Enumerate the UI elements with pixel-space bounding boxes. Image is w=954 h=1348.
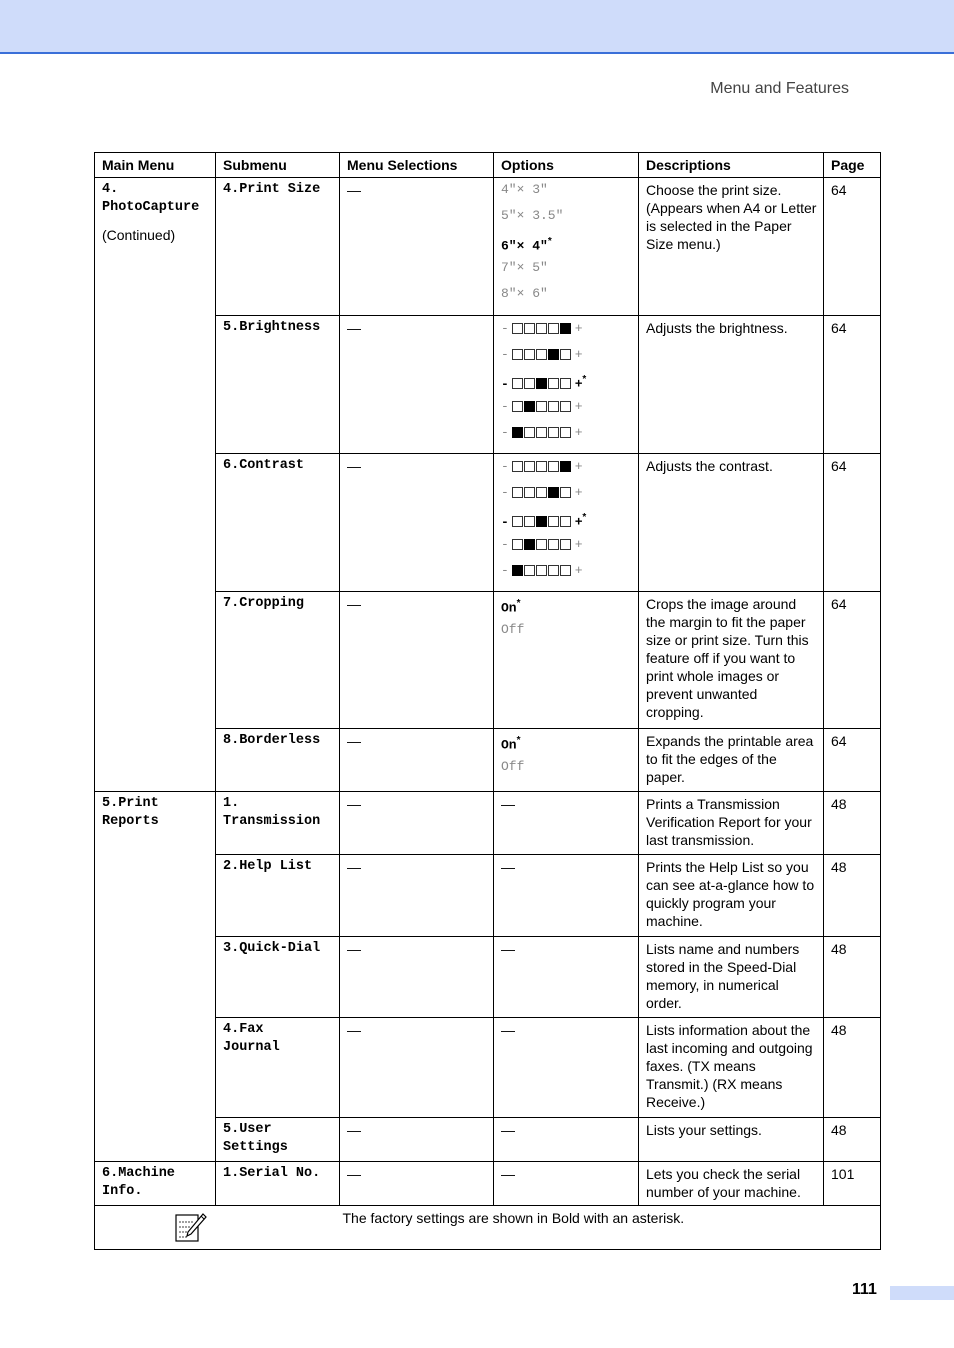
level-box: [560, 516, 571, 527]
option-item: [501, 285, 632, 311]
plus-label: +: [574, 375, 583, 391]
level-indicator: [512, 322, 572, 340]
level-box: [548, 516, 559, 527]
page-cell: 64: [824, 178, 881, 316]
options-cell: —: [494, 792, 639, 855]
level-option: [501, 345, 632, 371]
main-menu-label: 5.Print Reports: [102, 796, 159, 829]
minus-label: -: [501, 347, 509, 362]
level-indicator: [512, 486, 572, 504]
minus-label: -: [501, 425, 509, 440]
section-title: Menu and Features: [710, 80, 849, 97]
column-header: Descriptions: [639, 153, 824, 178]
level-box: [512, 565, 523, 576]
level-box: [524, 378, 535, 389]
plus-label: +: [574, 562, 583, 577]
table-header-row: [95, 153, 881, 178]
level-box: [536, 516, 547, 527]
submenu-label: 6.Contrast: [223, 458, 305, 473]
submenu-cell: [216, 792, 340, 855]
submenu-label: 4.Fax Journal: [223, 1022, 280, 1055]
note-pencil-icon: [173, 1212, 207, 1248]
level-box: [524, 516, 535, 527]
level-box: [548, 461, 559, 472]
level-indicator: [512, 426, 572, 444]
column-header: Page: [824, 153, 881, 178]
options-cell: —: [494, 937, 639, 1018]
option-text: Off: [501, 622, 525, 637]
submenu-label: 1. Transmission: [223, 796, 321, 829]
level-option: [501, 457, 632, 483]
option-item: [501, 732, 632, 758]
default-asterisk: *: [516, 735, 521, 746]
level-box: [524, 401, 535, 412]
description-cell: Choose the print size. (Appears when A4 or Letter is selected in the Paper Size menu.): [639, 178, 824, 316]
minus-label: -: [501, 537, 509, 552]
submenu-label: 7.Cropping: [223, 596, 305, 611]
menu-selection-cell: —: [340, 792, 494, 855]
level-box: [512, 487, 523, 498]
menu-selection-cell: —: [340, 1018, 494, 1118]
submenu-label: 8.Borderless: [223, 733, 321, 748]
level-box: [536, 487, 547, 498]
option-item: [501, 181, 632, 207]
menu-table: [94, 152, 881, 1250]
level-box: [524, 539, 535, 550]
option-item: [501, 595, 632, 621]
option-text: On: [501, 737, 517, 753]
main-menu-cell: [95, 178, 216, 792]
option-item: [501, 207, 632, 233]
level-box: [512, 539, 523, 550]
level-box: [548, 539, 559, 550]
level-box: [548, 401, 559, 412]
level-box: [512, 427, 523, 438]
level-box: [536, 539, 547, 550]
minus-label: -: [501, 563, 509, 578]
option-item: [501, 758, 632, 784]
level-box: [524, 427, 535, 438]
submenu-label: 5.User Settings: [223, 1122, 288, 1155]
description-cell: Lets you check the serial number of your machine.: [639, 1162, 824, 1206]
options-cell: —: [494, 1018, 639, 1118]
menu-selection-cell: —: [340, 316, 494, 454]
menu-selection-cell: —: [340, 729, 494, 792]
level-option: [501, 561, 632, 587]
page-cell: 64: [824, 454, 881, 592]
default-asterisk: *: [516, 598, 521, 609]
column-header: Options: [494, 153, 639, 178]
menu-selection-cell: —: [340, 178, 494, 316]
menu-selection-cell: —: [340, 1162, 494, 1206]
level-option: [501, 535, 632, 561]
options-cell: —: [494, 1118, 639, 1162]
level-box: [524, 565, 535, 576]
description-cell: Prints the Help List so you can see at-a-glance how to quickly program your machine.: [639, 855, 824, 937]
column-header: Menu Selections: [340, 153, 494, 178]
level-box: [560, 378, 571, 389]
minus-label: -: [501, 399, 509, 414]
main-menu-label: 4. PhotoCapture: [102, 182, 200, 215]
description-cell: Prints a Transmission Verification Report for your last transmission.: [639, 792, 824, 855]
submenu-cell: [216, 1118, 340, 1162]
page-cell: 64: [824, 592, 881, 729]
level-option: [501, 371, 632, 397]
submenu-label: 2.Help List: [223, 859, 313, 874]
default-asterisk: *: [547, 236, 552, 247]
table-row: [95, 792, 881, 855]
level-box: [548, 565, 559, 576]
submenu-label: 1.Serial No.: [223, 1166, 321, 1181]
menu-selection-cell: —: [340, 592, 494, 729]
level-box: [560, 349, 571, 360]
default-asterisk: *: [582, 512, 587, 523]
level-box: [560, 565, 571, 576]
minus-label: -: [501, 485, 509, 500]
level-option: [501, 423, 632, 449]
level-box: [560, 461, 571, 472]
level-indicator: [512, 515, 572, 533]
level-box: [512, 401, 523, 412]
menu-selection-cell: —: [340, 454, 494, 592]
plus-label: +: [574, 484, 583, 499]
option-text: 4"× 3": [501, 182, 548, 197]
description-cell: Lists name and numbers stored in the Speed-Dial memory, in numerical order.: [639, 937, 824, 1018]
page-cell: 48: [824, 1018, 881, 1118]
level-box: [548, 427, 559, 438]
option-text: Off: [501, 759, 525, 774]
level-box: [548, 323, 559, 334]
default-asterisk: *: [582, 374, 587, 385]
level-indicator: [512, 564, 572, 582]
submenu-label: 3.Quick-Dial: [223, 941, 321, 956]
option-item: [501, 259, 632, 285]
minus-label: -: [501, 321, 509, 336]
level-option: [501, 397, 632, 423]
minus-label: -: [501, 376, 509, 392]
level-option: [501, 319, 632, 345]
options-cell: [494, 592, 639, 729]
level-box: [536, 323, 547, 334]
level-box: [548, 378, 559, 389]
option-item: [501, 621, 632, 647]
description-cell: Adjusts the contrast.: [639, 454, 824, 592]
level-indicator: [512, 348, 572, 366]
plus-label: +: [574, 398, 583, 413]
option-text: 7"× 5": [501, 260, 548, 275]
option-item: [501, 233, 632, 259]
menu-selection-cell: —: [340, 1118, 494, 1162]
level-box: [512, 516, 523, 527]
plus-label: +: [574, 458, 583, 473]
submenu-cell: [216, 592, 340, 729]
level-box: [512, 323, 523, 334]
level-box: [536, 461, 547, 472]
submenu-cell: [216, 937, 340, 1018]
options-cell: —: [494, 1162, 639, 1206]
menu-selection-cell: —: [340, 855, 494, 937]
page-cell: 48: [824, 937, 881, 1018]
plus-label: +: [574, 320, 583, 335]
level-box: [512, 378, 523, 389]
level-box: [560, 323, 571, 334]
note-icon-cell: [95, 1206, 340, 1250]
plus-label: +: [574, 346, 583, 361]
options-cell: [494, 316, 639, 454]
level-box: [548, 349, 559, 360]
submenu-label: 5.Brightness: [223, 320, 321, 335]
level-box: [524, 487, 535, 498]
page-tab-marker: [890, 1286, 954, 1300]
minus-label: -: [501, 514, 509, 530]
plus-label: +: [574, 513, 583, 529]
description-cell: Adjusts the brightness.: [639, 316, 824, 454]
menu-selection-cell: —: [340, 937, 494, 1018]
options-cell: [494, 729, 639, 792]
level-box: [560, 427, 571, 438]
submenu-cell: [216, 1162, 340, 1206]
submenu-cell: [216, 178, 340, 316]
page-cell: 64: [824, 729, 881, 792]
table-row: [95, 178, 881, 316]
level-box: [560, 539, 571, 550]
level-box: [536, 349, 547, 360]
level-box: [548, 487, 559, 498]
note-row: [95, 1206, 881, 1250]
level-box: [524, 349, 535, 360]
submenu-label: 4.Print Size: [223, 182, 321, 197]
option-text: 5"× 3.5": [501, 208, 564, 223]
options-cell: —: [494, 855, 639, 937]
plus-label: +: [574, 536, 583, 551]
level-box: [512, 461, 523, 472]
main-menu-cell: [95, 792, 216, 1162]
main-menu-cell: [95, 1162, 216, 1206]
table-row: [95, 1162, 881, 1206]
page-cell: 48: [824, 855, 881, 937]
column-header: Submenu: [216, 153, 340, 178]
level-box: [560, 487, 571, 498]
option-text: 8"× 6": [501, 286, 548, 301]
submenu-cell: [216, 1018, 340, 1118]
table-body: [95, 178, 881, 1206]
level-box: [524, 323, 535, 334]
level-box: [560, 401, 571, 412]
level-indicator: [512, 377, 572, 395]
option-text: On: [501, 600, 517, 616]
page-cell: 64: [824, 316, 881, 454]
top-banner: [0, 0, 954, 54]
level-option: [501, 483, 632, 509]
page-cell: 101: [824, 1162, 881, 1206]
plus-label: +: [574, 424, 583, 439]
page-cell: 48: [824, 1118, 881, 1162]
description-cell: Crops the image around the margin to fit the paper size or print size. Turn this feature off if you want to print whole images or prevent unwanted cropping.: [639, 592, 824, 729]
description-cell: Lists your settings.: [639, 1118, 824, 1162]
options-cell: [494, 178, 639, 316]
level-box: [536, 565, 547, 576]
level-indicator: [512, 538, 572, 556]
main-menu-label: 6.Machine Info.: [102, 1166, 175, 1199]
page-number: 111: [852, 1281, 877, 1298]
option-text: 6"× 4": [501, 238, 548, 254]
description-cell: Lists information about the last incoming and outgoing faxes. (TX means Transmit.) (RX means Receive.): [639, 1018, 824, 1118]
submenu-cell: [216, 855, 340, 937]
submenu-cell: [216, 316, 340, 454]
level-indicator: [512, 400, 572, 418]
note-text: The factory settings are shown in Bold with an asterisk.: [340, 1206, 881, 1250]
level-option: [501, 509, 632, 535]
level-box: [536, 427, 547, 438]
level-box: [512, 349, 523, 360]
options-cell: [494, 454, 639, 592]
continued-label: (Continued): [102, 227, 176, 243]
description-cell: Expands the printable area to fit the edges of the paper.: [639, 729, 824, 792]
level-box: [524, 461, 535, 472]
level-box: [536, 378, 547, 389]
level-box: [536, 401, 547, 412]
column-header: Main Menu: [95, 153, 216, 178]
page-cell: 48: [824, 792, 881, 855]
level-indicator: [512, 460, 572, 478]
submenu-cell: [216, 454, 340, 592]
minus-label: -: [501, 459, 509, 474]
submenu-cell: [216, 729, 340, 792]
